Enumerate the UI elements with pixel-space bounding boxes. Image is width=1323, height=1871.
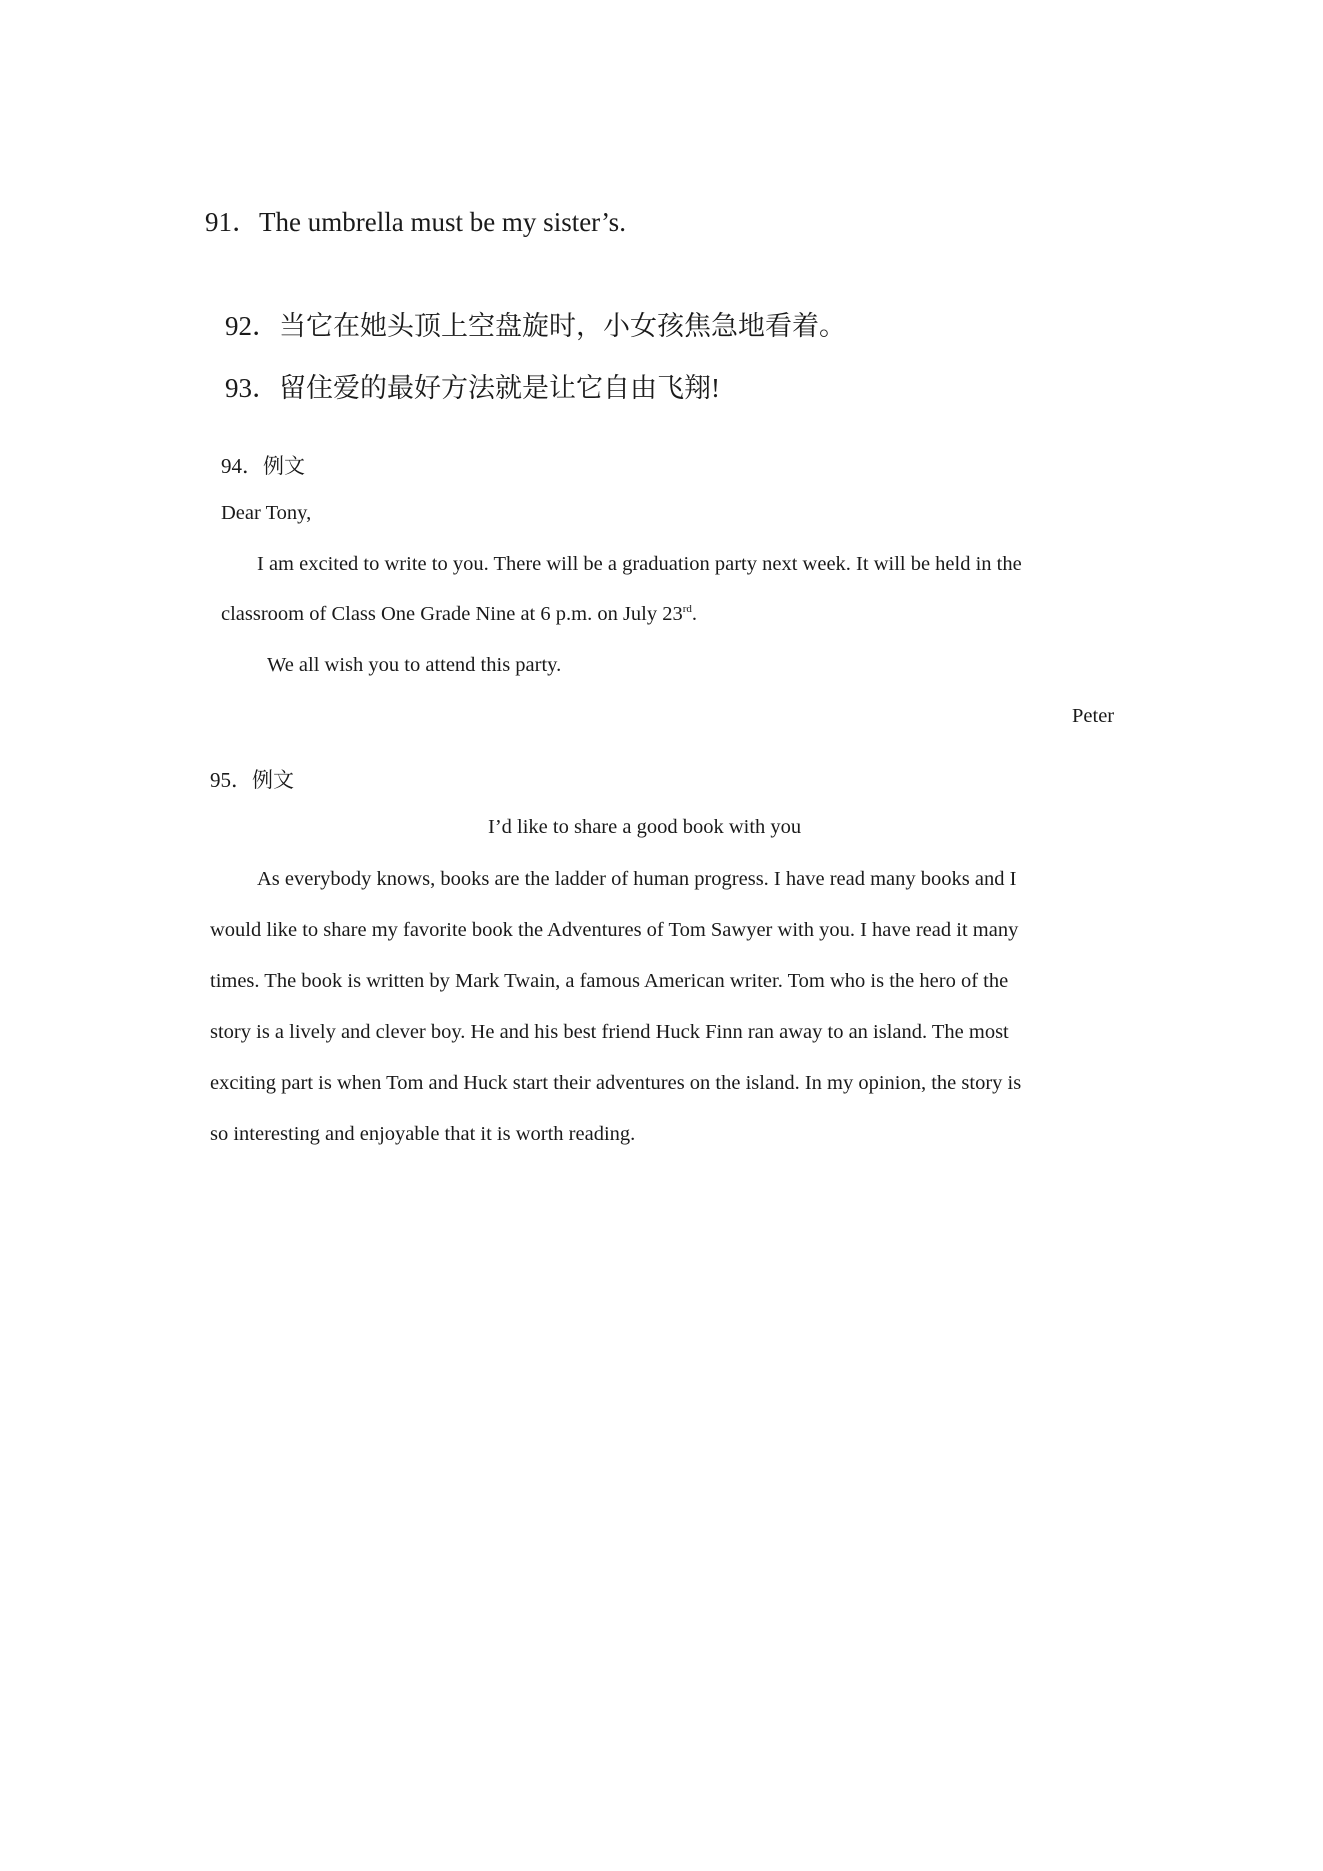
q95-line-6: so interesting and enjoyable that it is worth reading.	[210, 1123, 636, 1145]
q94-line-2-main: classroom of Class One Grade Nine at 6 p.m. on July 23	[221, 603, 683, 625]
answer-92	[225, 304, 846, 343]
answer-92-text: 当它在她头顶上空盘旋时，小女孩焦急地看着。	[279, 311, 846, 341]
q94-signature: Peter	[1072, 705, 1115, 727]
answer-91	[205, 200, 626, 239]
q95-line-5: exciting part is when Tom and Huck start their adventures on the island. In my opinion, the story is	[210, 1072, 1022, 1094]
q94-line-1: I am excited to write to you. There will be a graduation party next week. It will be held in the	[257, 553, 1022, 575]
q94-line-2-end: .	[691, 603, 698, 625]
answer-93-text: 留住爱的最好方法就是让它自由飞翔!	[279, 373, 720, 403]
q95-heading: 95．例文	[210, 768, 294, 792]
answer-91-text: The umbrella must be my sister’s.	[259, 207, 626, 237]
q95-line-1: As everybody knows, books are the ladder of human progress. I have read many books and I	[257, 868, 1017, 890]
q94-line-2-sup: rd	[682, 603, 692, 616]
q94-salutation: Dear Tony,	[221, 502, 312, 524]
q94-line-2	[221, 603, 697, 626]
q95-line-4: story is a lively and clever boy. He and his best friend Huck Finn ran away to an island. The most	[210, 1021, 1009, 1043]
q95-title: I’d like to share a good book with you	[488, 816, 802, 838]
q95-line-2: would like to share my favorite book the Adventures of Tom Sawyer with you. I have read it many	[210, 919, 1019, 941]
answer-91-number: 91．	[205, 207, 259, 237]
answer-93-number: 93．	[225, 373, 279, 403]
answer-92-number: 92．	[225, 311, 279, 341]
q94-heading: 94．例文	[221, 454, 305, 478]
q94-line-3: We all wish you to attend this party.	[267, 654, 562, 676]
answer-93	[225, 366, 720, 405]
q95-line-3: times. The book is written by Mark Twain, a famous American writer. Tom who is the hero of the	[210, 970, 1009, 992]
